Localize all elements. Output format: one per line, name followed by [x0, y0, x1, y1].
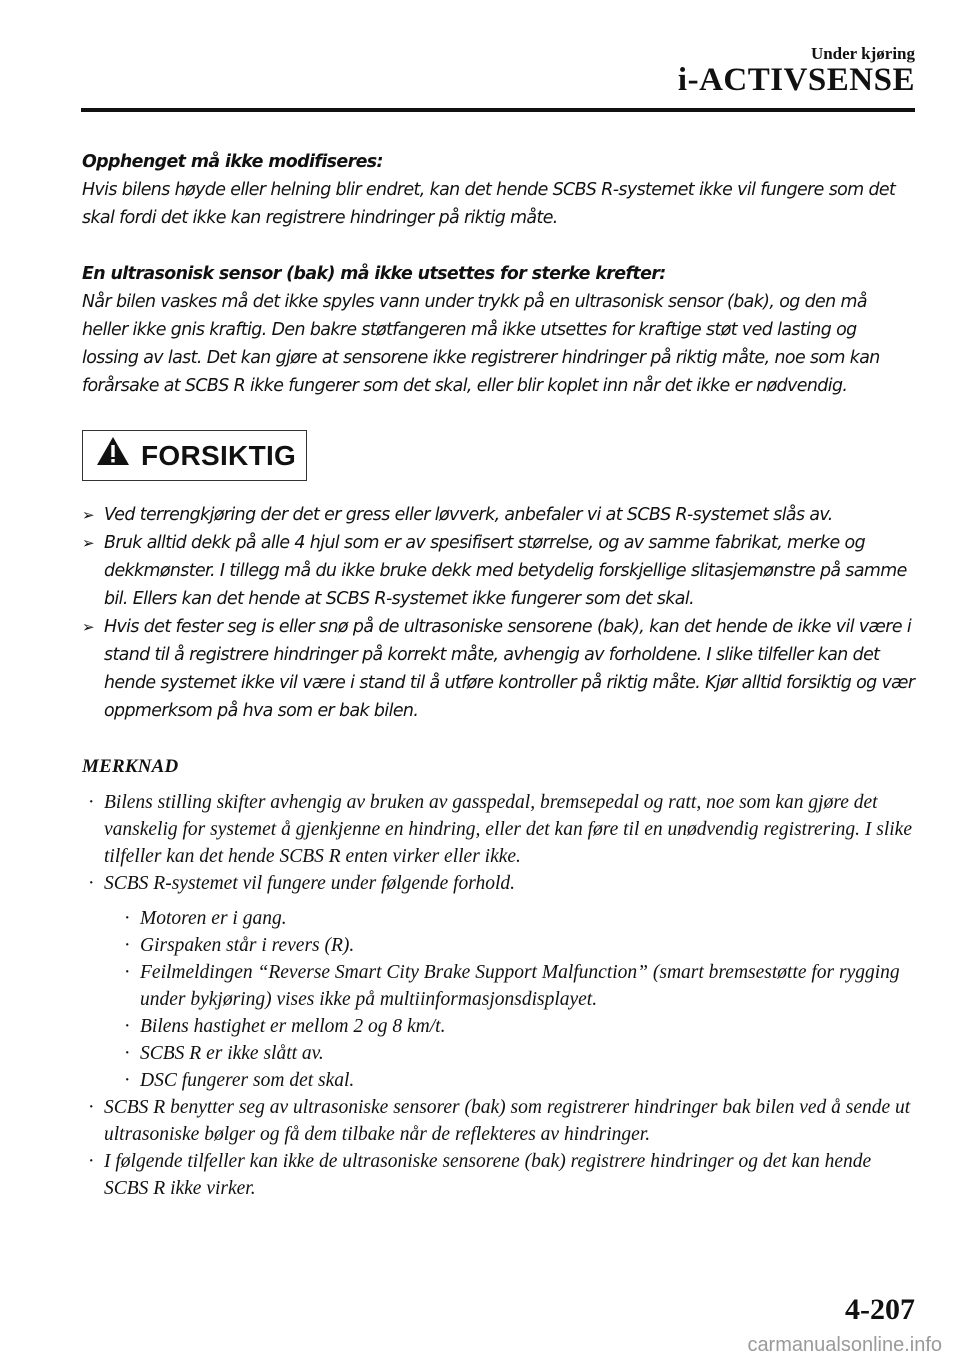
- note-list: [82, 789, 917, 1202]
- note-item: · SCBS R benytter seg av ultrasoniske sensorer (bak) som registrerer hindringer bak bilen ved å sende ut ultrasoniske bølger og få dem tilbake når de reflekteres av hindringer.: [82, 1094, 917, 1148]
- section-heading: En ultrasonisk sensor (bak) må ikke utsettes for sterke krefter:: [82, 264, 666, 284]
- section-suspension: [82, 148, 917, 232]
- caution-label: FORSIKTIG: [141, 439, 297, 471]
- header-title: i-ACTIVSENSE: [677, 62, 915, 98]
- watermark: carmanualsonline.info: [747, 1334, 942, 1356]
- caution-list: [82, 501, 917, 725]
- note-item: · I følgende tilfeller kan ikke de ultrasoniske sensorene (bak) registrere hindringer og det kan hende SCBS R ikke virker.: [82, 1148, 917, 1202]
- arrow-bullet-icon: ➢: [82, 506, 94, 524]
- condition-item: · Feilmeldingen “Reverse Smart City Brake Support Malfunction” (smart bremsestøtte for rygging under bykjøring) vises ikke på multiinformasjonsdisplayet.: [118, 959, 917, 1013]
- arrow-bullet-icon: ➢: [82, 618, 94, 636]
- section-paragraph: Når bilen vaskes må det ikke spyles vann under trykk på en ultrasonisk sensor (bak), og den må heller ikke gnis kraftig. Den bakre støtfangeren må ikke utsettes for kraftige støt ved lasting og lossing av last. Det kan gjøre at sensorene ikke registrerer hindringer på riktig måte, noe som kan forårsake at SCBS R ikke fungerer som det skal, eller blir koplet inn når det ikke er nødvendig.: [82, 292, 880, 396]
- condition-item: · DSC fungerer som det skal.: [118, 1067, 917, 1094]
- section-heading: Opphenget må ikke modifiseres:: [82, 152, 383, 172]
- header-rule: [81, 108, 915, 112]
- bullet-dot-icon: ·: [124, 1043, 131, 1064]
- condition-list: [104, 905, 917, 1094]
- bullet-dot-icon: ·: [124, 935, 131, 956]
- caution-item: ➢ Ved terrengkjøring der det er gress eller løvverk, anbefaler vi at SCBS R-systemet slås av.: [82, 501, 917, 529]
- condition-item: · Motoren er i gang.: [118, 905, 917, 932]
- bullet-dot-icon: ·: [124, 908, 131, 929]
- caution-item: ➢ Hvis det fester seg is eller snø på de ultrasoniske sensorene (bak), kan det hende de ikke vil være i stand til å registrere hindringer på korrekt måte, avhengig av forholdene. I slike tilfeller kan det hende systemet ikke vil være i stand til å utføre kontroller på riktig måte. Kjør alltid forsiktig og vær oppmerksom på hva som er bak bilen.: [82, 613, 917, 725]
- bullet-dot-icon: ·: [124, 962, 131, 983]
- arrow-bullet-icon: ➢: [82, 534, 94, 552]
- caution-item: ➢ Bruk alltid dekk på alle 4 hjul som er av spesifisert størrelse, og av samme fabrikat, merke og dekkmønster. I tillegg må du ikke bruke dekk med betydelig forskjellige slitasjemønstre på samme bil. Ellers kan det hende at SCBS R-systemet ikke fungerer som det skal.: [82, 529, 917, 613]
- bullet-dot-icon: ·: [88, 1151, 95, 1172]
- note-item: · Bilens stilling skifter avhengig av bruken av gasspedal, bremsepedal og ratt, noe som kan gjøre det vanskelig for systemet å gjenkjenne en hindring, eller det kan føre til en unødvendig registrering. I slike tilfeller kan det hende SCBS R enten virker eller ikke.: [82, 789, 917, 870]
- section-ultrasonic-sensor: [82, 260, 917, 400]
- header-section-label: Under kjøring: [810, 44, 915, 63]
- note-title: MERKNAD: [82, 756, 179, 777]
- section-paragraph: Hvis bilens høyde eller helning blir endret, kan det hende SCBS R-systemet ikke vil fungere som det skal fordi det ikke kan registrere hindringer på riktig måte.: [82, 180, 896, 228]
- bullet-dot-icon: ·: [88, 873, 95, 894]
- condition-item: · SCBS R er ikke slått av.: [118, 1040, 917, 1067]
- warning-triangle-icon: [95, 435, 131, 476]
- note-item: · SCBS R-systemet vil fungere under følgende forhold. · Motoren er i gang. · Girspaken står i revers (R). · Feilmeldingen “Reverse Smart City Brake Support Malfunction” (smart bremsestøtte for rygging under bykjøring) vises ikke på multiinformasjonsdisplayet. · Bilens hastighet er mellom 2 og 8 km/t. · SCBS R er ikke slått av. · DSC fungerer som det skal.: [82, 870, 917, 1094]
- bullet-dot-icon: ·: [124, 1070, 131, 1091]
- condition-item: · Bilens hastighet er mellom 2 og 8 km/t.: [118, 1013, 917, 1040]
- page-number: 4-207: [845, 1293, 915, 1326]
- caution-box: [82, 430, 307, 481]
- bullet-dot-icon: ·: [88, 792, 95, 813]
- bullet-dot-icon: ·: [88, 1097, 95, 1118]
- bullet-dot-icon: ·: [124, 1016, 131, 1037]
- page-content: [82, 148, 917, 1202]
- condition-item: · Girspaken står i revers (R).: [118, 932, 917, 959]
